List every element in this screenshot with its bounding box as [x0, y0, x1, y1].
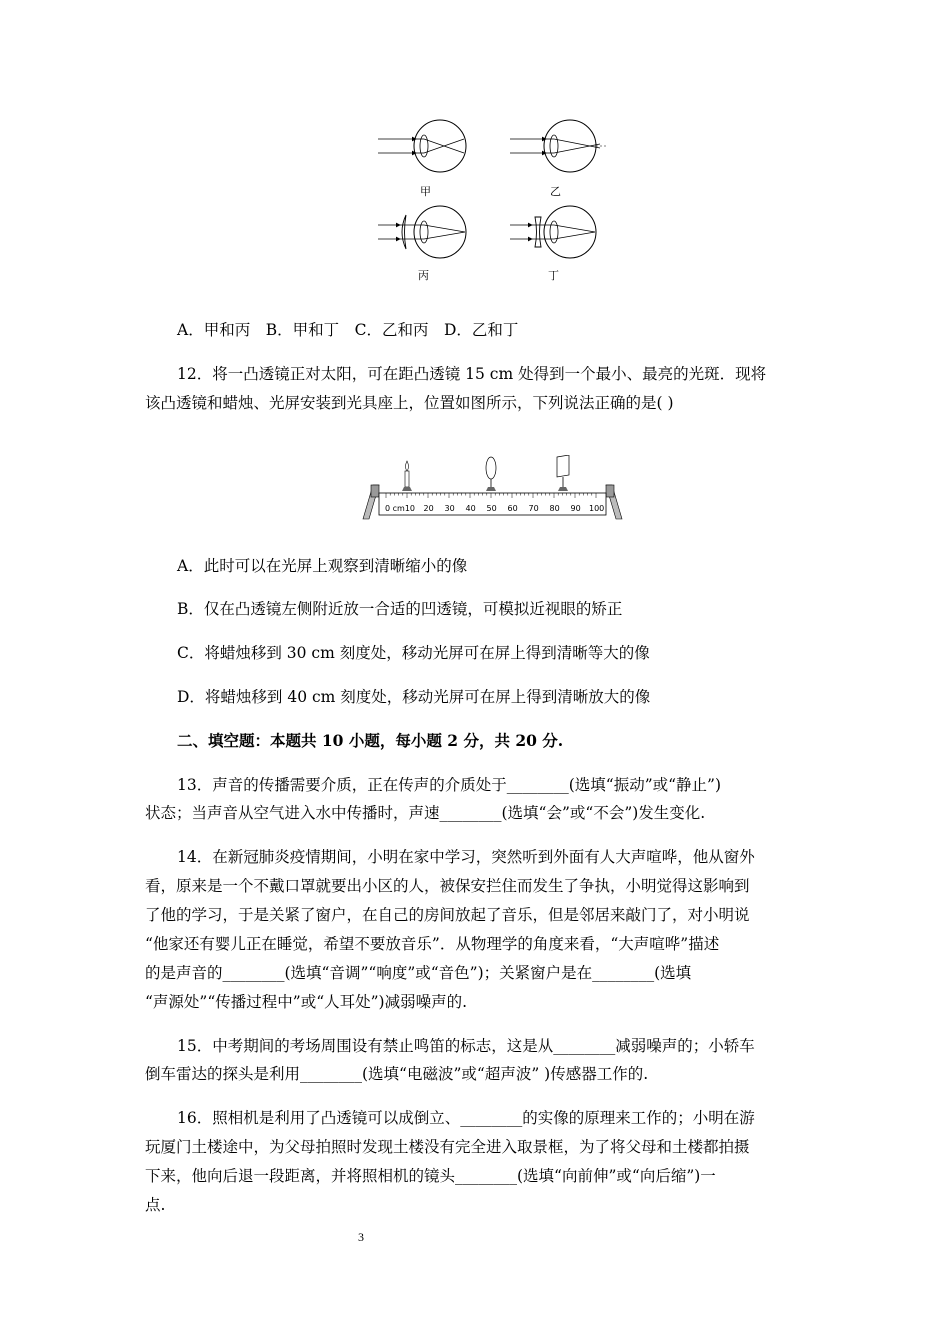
convex-lens — [486, 457, 496, 491]
q12-option-b: B．仅在凸透镜左侧附近放一合适的凹透镜，可模拟近视眼的矫正 — [177, 600, 623, 618]
q13-line1: 13．声音的传播需要介质，正在传声的介质处于________(选填“振动”或“静止”) — [177, 776, 722, 794]
eye-yi — [510, 120, 606, 198]
ruler-label: 60 — [507, 504, 518, 513]
ruler-label-0-10: 0 cm10 — [385, 504, 416, 513]
q12-option-d: D．将蜡烛移到 40 cm 刻度处，移动光屏可在屏上得到清晰放大的像 — [177, 688, 651, 706]
q12-option-a: A．此时可以在光屏上观察到清晰缩小的像 — [177, 557, 468, 575]
q16-line2: 玩厦门土楼途中，为父母拍照时发现土楼没有完全进入取景框，为了将父母和土楼都拍摄 — [145, 1138, 750, 1156]
eye-jia — [378, 120, 466, 198]
q14-line6: “声源处”“传播过程中”或“人耳处”)减弱噪声的. — [145, 993, 468, 1011]
q14-line4: “他家还有婴儿正在睡觉，希望不要放音乐”．从物理学的角度来看，“大声喧哗”描述 — [145, 935, 720, 953]
q14-line2: 看，原来是一个不戴口罩就要出小区的人，被保安拦住而发生了争执，小明觉得这影响到 — [145, 877, 750, 895]
section2-heading: 二、填空题：本题共 10 小题，每小题 2 分，共 20 分. — [177, 731, 564, 750]
eye-label-ding: 丁 — [548, 269, 559, 282]
eye-label-jia: 甲 — [420, 185, 431, 198]
ruler-label: 90 — [570, 504, 581, 513]
q12-stem-line1: 12．将一凸透镜正对太阳，可在距凸透镜 15 cm 处得到一个最小、最亮的光斑．现将 — [177, 365, 767, 383]
ruler-label: 50 — [486, 504, 497, 513]
q14-line5: 的是声音的________(选填“音调”“响度”或“音色”)；关紧窗户是在________(选填 — [145, 964, 692, 982]
q14-line3: 了他的学习，于是关紧了窗户，在自己的房间放起了音乐，但是邻居来敲门了，对小明说 — [145, 906, 750, 924]
light-screen — [557, 455, 569, 491]
q16-line4: 点. — [145, 1196, 166, 1214]
optical-bench-figure — [355, 455, 630, 527]
ruler-label: 30 — [444, 504, 455, 513]
q15-line1: 15．中考期间的考场周围设有禁止鸣笛的标志，这是从________减弱噪声的；小轿车 — [177, 1037, 755, 1055]
ruler-label: 40 — [465, 504, 476, 513]
ruler-label: 70 — [528, 504, 539, 513]
eye-label-yi: 乙 — [550, 185, 561, 198]
q12-stem-line2: 该凸透镜和蜡烛、光屏安装到光具座上，位置如图所示，下列说法正确的是( ) — [145, 394, 674, 412]
eye-bing — [378, 206, 466, 282]
ruler-label: 20 — [423, 504, 434, 513]
q16-line1: 16．照相机是利用了凸透镜可以成倒立、________的实像的原理来工作的；小明在游 — [177, 1109, 755, 1127]
q11-options: A．甲和丙 B．甲和丁 C．乙和丙 D．乙和丁 — [177, 321, 519, 339]
eye-ding — [510, 206, 596, 282]
ruler-label: 100 — [589, 504, 605, 513]
ruler-labels — [424, 504, 605, 513]
page-number: 3 — [358, 1230, 364, 1244]
q16-line3: 下来，他向后退一段距离，并将照相机的镜头________(选填“向前伸”或“向后缩”)一 — [145, 1167, 716, 1185]
q12-option-c: C．将蜡烛移到 30 cm 刻度处，移动光屏可在屏上得到清晰等大的像 — [177, 644, 650, 662]
q14-line1: 14．在新冠肺炎疫情期间，小明在家中学习，突然听到外面有人大声喧哗，他从窗外 — [177, 848, 755, 866]
eye-diagram-figure — [370, 115, 610, 285]
candle — [402, 461, 412, 491]
ruler-label: 80 — [549, 504, 560, 513]
q15-line2: 倒车雷达的探头是利用________(选填“电磁波”或“超声波” )传感器工作的. — [145, 1065, 649, 1083]
q13-line2: 状态；当声音从空气进入水中传播时，声速________(选填“会”或“不会”)发生变化. — [145, 804, 706, 822]
eye-label-bing: 丙 — [418, 269, 429, 282]
